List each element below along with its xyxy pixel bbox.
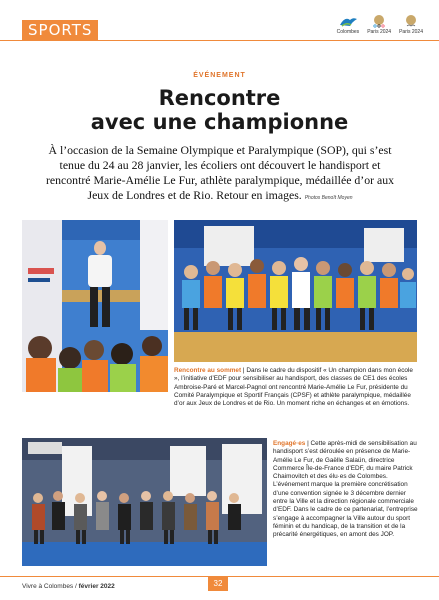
article-kicker: ÉVÉNEMENT [193,72,246,79]
photo-classroom-athlete-image [22,220,168,392]
article-lead [40,143,400,206]
footer-date: février 2022 [78,583,115,590]
caption-engages-text: | Cette après-midi de sensibilisation au handisport s’est déroulée en présence de Marie-Amélie Le Fur, de Gaëlle Salaün, directrice Commerce Île-de-France d’EDF, du maire Patrick Chaimovitch et des élu·es de Colombes. L’événement marque la première concrétisation d’une convention signée le 3 décembre dernier entre la Ville et la direction régionale commerciale d’EDF. Dans le cadre de ce partenariat, l’entreprise s’engage à accompagner la Ville autour du sport féminin et du handicap, de la transition et de la précarité énergétiques, en amont des JOP. [273,440,418,539]
footer-issue [22,583,115,590]
photo-officials-group-image [22,438,267,566]
caption-engages [273,440,421,540]
page-number: 32 [208,577,228,591]
photo-pupils-group [174,220,417,362]
header-rule [0,40,439,41]
colombes-logo-icon [337,14,359,28]
photo-classroom-athlete [22,220,168,392]
caption-rencontre [174,367,419,408]
article-lead-text: À l’occasion de la Semaine Olympique et Paralympique (SOP), qui s’est tenue du 24 au 28 janvier, les écoliers ont découvert le handisport et rencontré Marie-Amélie Le Fur, athlète paralympique, médaillée d’or aux Jeux de Londres et de Rio. Retour en images. [45,143,395,202]
article-title [0,86,439,134]
paris2024-paralympic-icon [400,14,422,28]
colombes-logo [337,14,360,35]
paris2024-paralympic-logo [399,14,423,35]
colombes-logo-text: Colombes [336,29,360,35]
paris2024-olympic-logo [367,14,391,35]
paris2024-olympic-text: Paris 2024 [367,29,392,35]
caption-rencontre-highlight: Rencontre au sommet [174,367,242,374]
paris2024-paralympic-text: Paris 2024 [399,29,423,35]
article-title-line1: Rencontre [158,86,281,110]
photo-officials-group [22,438,267,566]
photo-credit: Photos Benoît Moyen [304,195,353,201]
caption-engages-highlight: Engagé·es [273,440,306,447]
photo-pupils-group-image [174,220,417,362]
partner-logos [337,14,423,35]
caption-rencontre-text: | Dans le cadre du dispositif « Un champion dans mon école », l’initiative d’EDF pour sensibiliser au handisport, des classes de CE1 des écoles Ambroise-Paré et Marcel-Pagnol ont rencontré Marie-Amélie Le Fur, présidente du Comité Paralympique et Sportif Français (CPSF) et athlète paralympique, médaillée d’or aux Jeux de Londres et de Rio. Un moment riche en échanges et en émotions. [174,367,413,408]
footer-separator: / [73,583,79,590]
article-title-line2: avec une championne [90,110,349,134]
section-tab: SPORTS [22,20,98,40]
paris2024-olympic-icon [368,14,390,28]
footer-magazine: Vivre à Colombes [22,583,74,590]
